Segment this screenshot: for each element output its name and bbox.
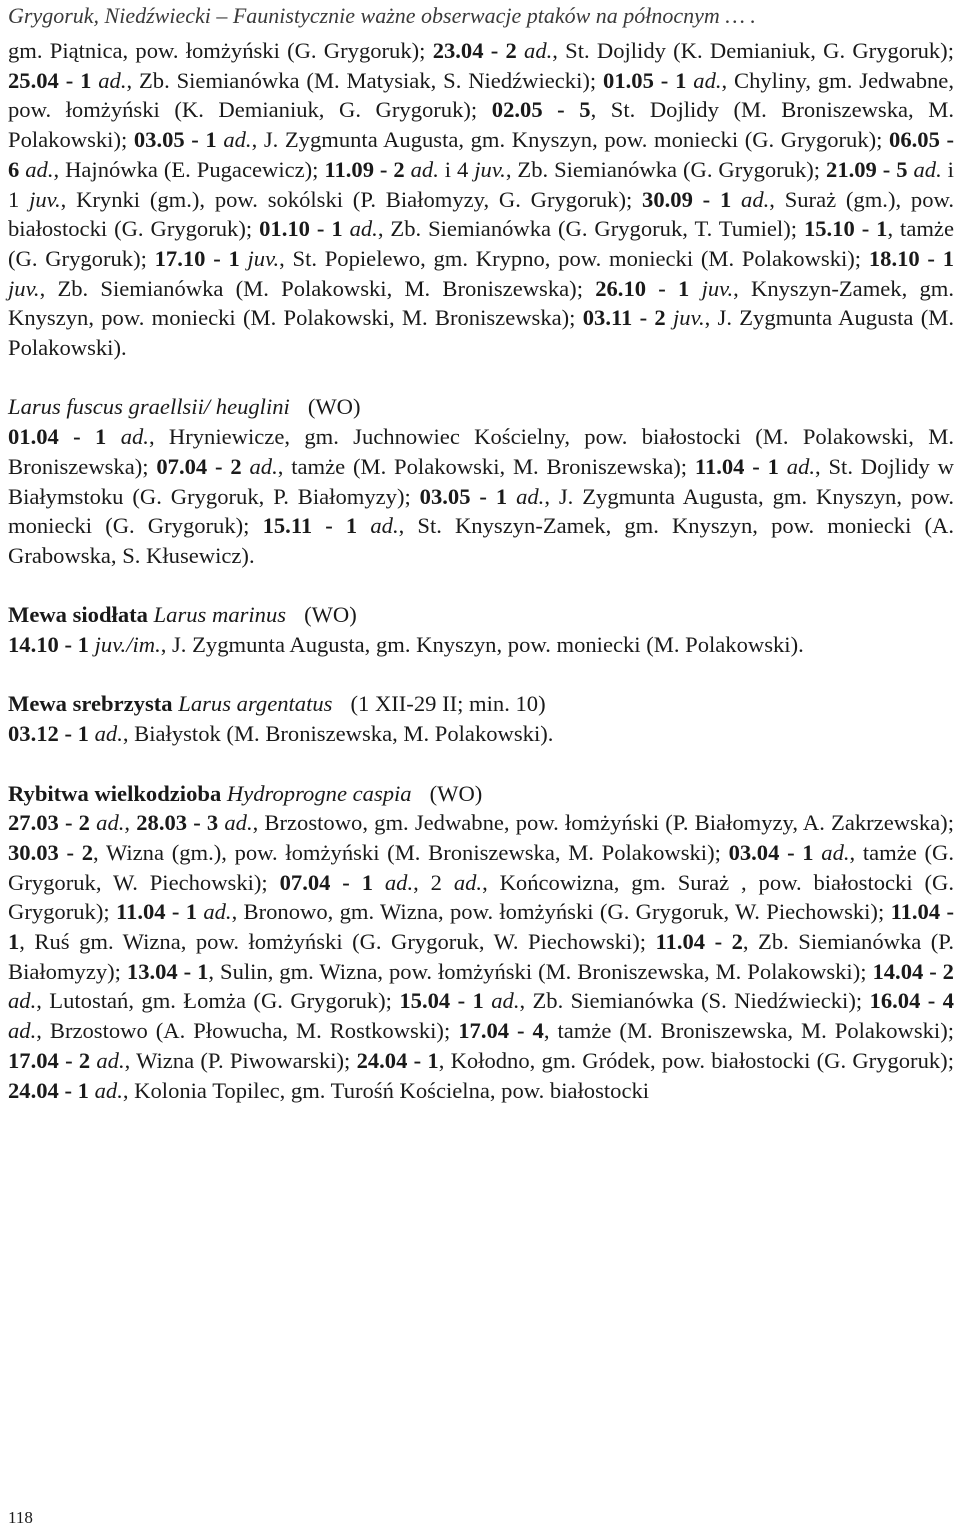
record-text: , Białystok (M. Broniszewska, M. Polakowski).	[122, 721, 554, 747]
record-date-count: 01.04 - 1	[8, 424, 107, 450]
species-heading	[8, 392, 954, 422]
species-status: (WO)	[307, 394, 361, 420]
age-class: juv.	[29, 186, 61, 212]
species-records	[8, 719, 954, 749]
record-text	[343, 216, 350, 241]
record-text	[242, 454, 250, 479]
age-class: ad.	[349, 216, 378, 242]
record-text: , St. Knyszyn-Zamek, gm. Knyszyn, pow. moniecki (A. Grabowska, S. Kłusewicz).	[8, 513, 954, 568]
record-text: ,	[124, 810, 137, 836]
species-section	[8, 600, 954, 659]
record-text: , J. Zygmunta Augusta, gm. Knyszyn, pow. moniecki (G. Grygoruk);	[8, 483, 954, 539]
record-date-count: 15.11 - 1	[262, 513, 358, 539]
record-text	[357, 513, 370, 538]
record-text: , Krynki (gm.), pow. sokólski (P. Białomyzy, G. Grygoruk);	[60, 186, 643, 212]
age-class: ad.	[223, 127, 252, 153]
record-text: , J. Zygmunta Augusta (M. Polakowski).	[8, 305, 954, 361]
age-class: juv.	[8, 275, 40, 301]
record-text: , Sulin, gm. Wizna, pow. łomżyński (M. Broniszewska, M. Polakowski);	[208, 958, 873, 984]
record-date-count: 23.04 - 2	[432, 38, 517, 63]
record-date-count: 16.04 - 4	[869, 988, 954, 1014]
record-text: , tamże (M. Broniszewska, M. Polakowski);	[543, 1018, 955, 1044]
age-class: juv.	[247, 245, 280, 271]
age-class: ad.	[821, 839, 850, 865]
record-text: , Lutostań, gm. Łomża (G. Grygoruk);	[36, 988, 400, 1014]
record-text: , Bronowo, gm. Wizna, pow. łomżyński (G. Grygoruk, W. Piechowski);	[231, 899, 891, 925]
age-class: ad.	[120, 424, 149, 450]
record-date-count: 17.04 - 2	[8, 1047, 91, 1073]
record-text: i 1	[8, 156, 954, 212]
age-class: juv.	[673, 305, 705, 331]
record-date-count: 17.10 - 1	[154, 245, 240, 271]
record-text: , Zb. Siemianówka (G. Grygoruk);	[505, 156, 827, 182]
species-status: (WO)	[429, 780, 483, 806]
species-latin-name: Larus marinus	[153, 602, 287, 628]
species-records	[8, 808, 954, 1105]
age-class: ad.	[913, 156, 942, 182]
record-date-count: 01.10 - 1	[259, 216, 343, 242]
record-text	[731, 187, 741, 212]
record-text: , Zb. Siemianówka (G. Grygoruk, T. Tumiel);	[377, 216, 804, 242]
species-latin-name: Hydroprogne caspia	[226, 780, 412, 806]
record-date-count: 17.04 - 4	[458, 1018, 544, 1044]
record-date-count: 03.11 - 2	[582, 305, 666, 331]
species-records	[8, 630, 954, 660]
record-date-count: 11.04 - 1	[115, 899, 197, 925]
record-date-count: 07.04 - 1	[279, 869, 373, 895]
record-date-count: 30.03 - 2	[8, 839, 94, 865]
record-date-count: 14.04 - 2	[872, 958, 954, 984]
record-text: , J. Zygmunta Augusta, gm. Knyszyn, pow. moniecki (M. Polakowski).	[160, 632, 804, 658]
species-polish-name: Mewa siodłata	[8, 602, 148, 628]
record-date-count: 14.10 - 1	[8, 632, 89, 658]
age-class: ad.	[98, 67, 127, 93]
record-text: , Kołodno, gm. Gródek, pow. białostocki (G. Grygoruk);	[438, 1047, 954, 1073]
record-date-count: 11.04 - 1	[694, 453, 779, 479]
record-date-count: 03.05 - 1	[133, 127, 217, 153]
record-text	[689, 276, 701, 301]
record-text	[106, 424, 120, 449]
record-text	[507, 484, 516, 509]
record-date-count: 15.10 - 1	[803, 216, 888, 242]
record-date-count: 02.05 - 5	[491, 97, 591, 123]
record-text: , Zb. Siemianówka (S. Niedźwiecki);	[519, 988, 870, 1014]
running-header: Grygoruk, Niedźwiecki – Faunistycznie ważne obserwacje ptaków na północnym … .	[8, 3, 756, 28]
record-text: , Wizna (gm.), pow. łomżyński (M. Broniszewska, M. Polakowski);	[93, 839, 729, 865]
species-latin-name: Larus argentatus	[178, 691, 333, 717]
species-section	[8, 689, 954, 748]
age-class: ad.	[94, 1077, 123, 1103]
record-text: , tamże (G. Grygoruk, W. Piechowski);	[8, 839, 954, 895]
record-text: , Suraż (gm.), pow. białostocki (G. Grygoruk);	[8, 186, 954, 242]
age-class: juv./im.	[94, 632, 161, 658]
record-date-count: 24.04 - 1	[8, 1077, 89, 1103]
record-date-count: 15.04 - 1	[399, 988, 484, 1014]
record-date-count: 21.09 - 5	[826, 156, 908, 182]
record-text: , 2	[413, 869, 454, 895]
age-class: ad.	[741, 186, 770, 212]
age-class: ad.	[370, 513, 399, 539]
age-class: ad.	[224, 810, 253, 836]
record-text: , St. Dojlidy (K. Demianiuk, G. Grygoruk);	[552, 38, 954, 63]
record-date-count: 11.04 - 1	[8, 899, 954, 955]
record-date-count: 01.05 - 1	[603, 67, 687, 93]
record-text: , Brzostowo (A. Płowucha, M. Rostkowski);	[36, 1018, 459, 1044]
record-text: , Ruś gm. Wizna, pow. łomżyński (G. Grygoruk, W. Piechowski);	[19, 929, 656, 955]
age-class: juv.	[474, 156, 506, 182]
record-date-count: 11.09 - 2	[324, 156, 405, 182]
age-class: ad.	[96, 810, 125, 836]
age-class: juv.	[701, 275, 734, 301]
species-section	[8, 392, 954, 570]
record-text	[240, 246, 248, 271]
record-date-count: 18.10 - 1	[868, 245, 954, 271]
age-class: ad.	[25, 156, 54, 182]
species-heading	[8, 779, 954, 809]
record-date-count: 24.04 - 1	[356, 1047, 439, 1073]
record-text	[779, 454, 787, 479]
species-section	[8, 779, 954, 1106]
record-text: , Końcowizna, gm. Suraż , pow. białostocki (G. Grygoruk);	[8, 869, 954, 925]
record-text: , tamże (G. Grygoruk);	[8, 216, 954, 271]
record-text: gm. Piątnica, pow. łomżyński (G. Grygoruk);	[8, 38, 433, 63]
record-date-count: 11.04 - 2	[655, 929, 743, 955]
age-class: ad.	[786, 453, 816, 479]
record-text: , St. Dojlidy w Białymstoku (G. Grygoruk, P. Białomyzy);	[8, 453, 954, 509]
record-date-count: 03.05 - 1	[419, 483, 508, 509]
record-date-count: 03.04 - 1	[728, 839, 814, 865]
record-text: , Knyszyn-Zamek, gm. Knyszyn, pow. moniecki (M. Polakowski, M. Broniszewska);	[8, 275, 954, 331]
record-date-count: 28.03 - 3	[136, 810, 219, 836]
record-text	[373, 870, 385, 895]
age-class: ad.	[8, 1018, 37, 1044]
record-date-count: 06.05 - 6	[8, 127, 954, 182]
species-sections	[8, 392, 954, 1105]
age-class: ad.	[249, 453, 278, 479]
article-body	[8, 36, 954, 1105]
species-latin-name: Larus fuscus graellsii/ heuglini	[8, 394, 290, 420]
record-text	[517, 38, 524, 63]
species-status: (WO)	[304, 602, 357, 628]
species-status: (1 XII-29 II; min. 10)	[350, 691, 546, 717]
page-number: 118	[8, 1508, 33, 1527]
record-text: , Hajnówka (E. Pugacewicz);	[53, 156, 325, 182]
species-records	[8, 422, 954, 571]
age-class: ad.	[96, 1047, 125, 1073]
age-class: ad.	[491, 988, 520, 1014]
record-text: , St. Dojlidy (M. Broniszewska, M. Polakowski);	[8, 97, 954, 153]
record-date-count: 07.04 - 2	[156, 453, 242, 479]
record-text: , tamże (M. Polakowski, M. Broniszewska);	[277, 453, 695, 479]
record-date-count: 13.04 - 1	[126, 958, 209, 984]
record-text: , Chyliny, gm. Jedwabne, pow. łomżyński (K. Demianiuk, G. Grygoruk);	[8, 67, 954, 123]
age-class: ad.	[516, 483, 545, 509]
record-text: , Hryniewicze, gm. Juchnowiec Kościelny, pow. białostocki (M. Polakowski, M. Broniszewska);	[8, 424, 954, 479]
record-text: , Kolonia Topilec, gm. Turośń Kościelna, pow. białostocki	[122, 1077, 650, 1103]
species-polish-name: Rybitwa wielkodzioba	[8, 780, 222, 806]
age-class: ad.	[524, 38, 553, 63]
record-date-count: 25.04 - 1	[8, 67, 92, 93]
continued-records-paragraph	[8, 36, 954, 363]
age-class: ad.	[8, 988, 37, 1014]
age-class: ad.	[384, 869, 414, 895]
record-text	[666, 305, 673, 330]
record-text: , Wizna (P. Piwowarski);	[124, 1047, 357, 1073]
age-class: ad.	[94, 721, 123, 747]
record-text: , Zb. Siemianówka (M. Matysiak, S. Niedźwiecki);	[126, 67, 604, 93]
species-heading	[8, 689, 954, 719]
record-date-count: 27.03 - 2	[8, 810, 90, 836]
record-date-count: 30.09 - 1	[642, 186, 732, 212]
record-text: , Zb. Siemianówka (M. Polakowski, M. Broniszewska);	[39, 275, 596, 301]
age-class: ad.	[453, 869, 483, 895]
record-text: , St. Popielewo, gm. Krypno, pow. moniecki (M. Polakowski);	[279, 245, 869, 271]
record-date-count: 03.12 - 1	[8, 721, 89, 747]
record-text: , Brzostowo, gm. Jedwabne, pow. łomżyński (P. Białomyzy, A. Zakrzewska);	[252, 810, 954, 836]
age-class: ad.	[410, 156, 439, 182]
record-date-count: 26.10 - 1	[595, 275, 690, 301]
species-polish-name: Mewa srebrzysta	[8, 691, 173, 717]
record-text: , J. Zygmunta Augusta, gm. Knyszyn, pow. moniecki (G. Grygoruk);	[251, 127, 890, 153]
record-text: , Zb. Siemianówka (P. Białomyzy);	[8, 929, 954, 984]
age-class: ad.	[693, 67, 722, 93]
species-heading	[8, 600, 954, 630]
age-class: ad.	[203, 899, 232, 925]
record-text: i 4	[438, 156, 475, 182]
